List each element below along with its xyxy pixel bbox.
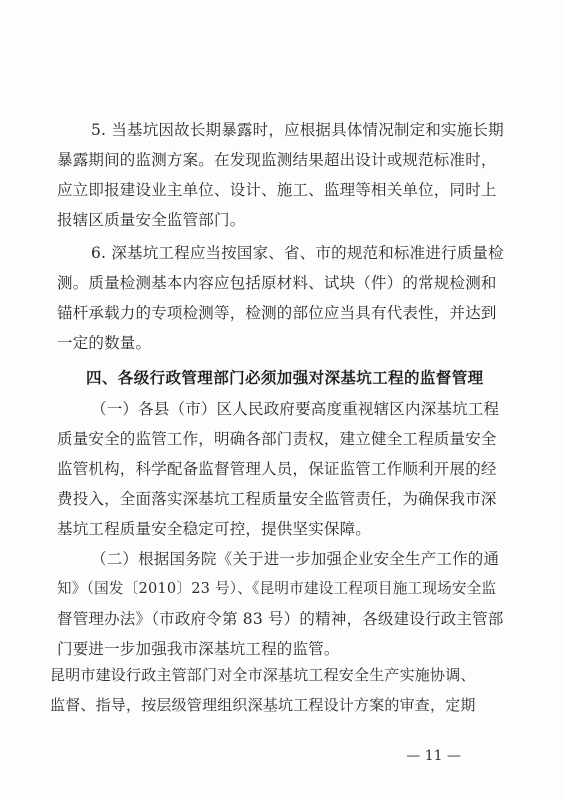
paragraph-1-line-5: 基坑工程质量安全稳定可控，提供坚实保障。 — [57, 520, 372, 538]
paragraph-1-line-3: 监管机构，科学配备监督管理人员，保证监管工作顺利开展的经 — [57, 460, 497, 478]
paragraph-6-line-4: 一定的数量。 — [57, 334, 152, 352]
paragraph-6-line-3: 锚杆承载力的专项检测等，检测的部位应当具有代表性，并达到 — [57, 304, 497, 322]
paragraph-3-line-1: 昆明市建设行政主管部门对全市深基坑工程安全生产实施协调、 — [50, 666, 476, 684]
section-heading: 四、各级行政管理部门必须加强对深基坑工程的监督管理 — [86, 369, 484, 387]
paragraph-1-line-2: 质量安全的监管工作，明确各部门责权，建立健全工程质量安全 — [57, 430, 497, 448]
paragraph-1-line-4: 费投入，全面落实深基坑工程质量安全监管责任，为确保我市深 — [57, 490, 497, 508]
paragraph-5-line-1: 5. 当基坑因故长期暴露时，应根据具体情况制定和实施长期 — [91, 121, 504, 139]
paragraph-2-line-1: （二）根据国务院《关于进一步加强企业安全生产工作的通 — [91, 550, 500, 568]
paragraph-2-line-3: 督管理办法》（市政府令第 83 号）的精神，各级建设行政主管部 — [57, 610, 504, 628]
paragraph-1-line-1: （一）各县（市）区人民政府要高度重视辖区内深基坑工程 — [91, 400, 500, 418]
paragraph-3-line-2: 监督、指导，按层级管理组织深基坑工程设计方案的审查，定期 — [50, 696, 476, 714]
paragraph-2-line-2: 知》（国发〔2010〕23 号）、《昆明市建设工程项目施工现场安全监 — [57, 580, 497, 597]
page-number: — 11 — — [406, 748, 461, 764]
paragraph-5-line-3: 应立即报建设业主单位、设计、施工、监理等相关单位，同时上 — [57, 181, 497, 199]
paragraph-2-line-4: 门要进一步加强我市深基坑工程的监管。 — [57, 640, 340, 658]
paragraph-6-line-1: 6. 深基坑工程应当按国家、省、市的规范和标准进行质量检 — [91, 244, 504, 262]
paragraph-5-line-4: 报辖区质量安全监管部门。 — [57, 211, 246, 229]
paragraph-6-line-2: 测。质量检测基本内容应包括原材料、试块（件）的常规检测和 — [57, 274, 497, 292]
paragraph-5-line-2: 暴露期间的监测方案。在发现监测结果超出设计或规范标准时， — [57, 151, 497, 169]
